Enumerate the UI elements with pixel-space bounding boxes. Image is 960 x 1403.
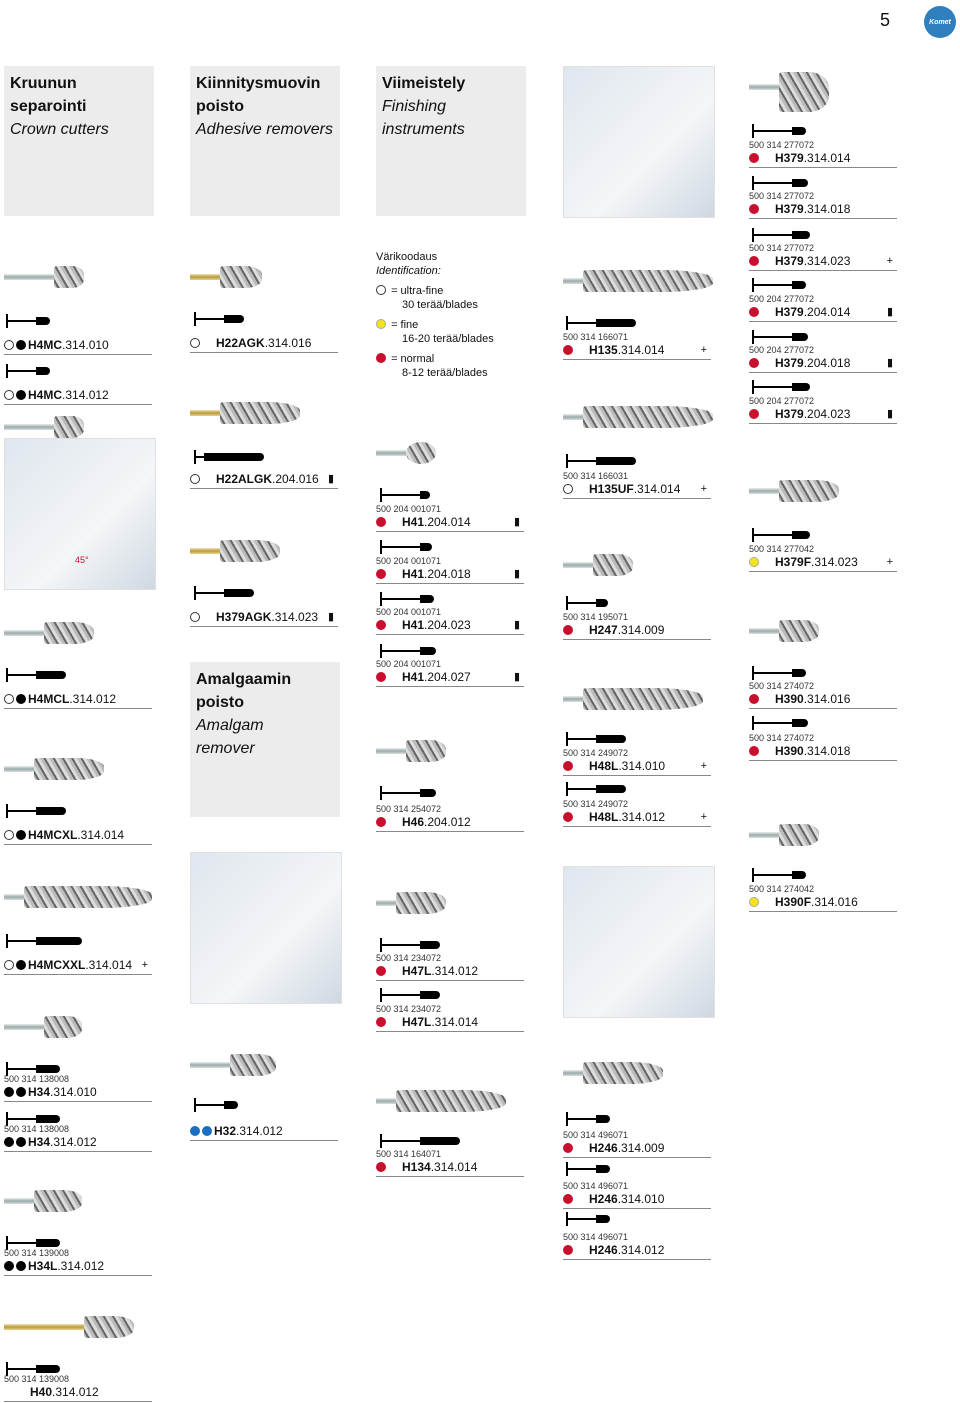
product-suffix: .204.023 <box>424 618 471 632</box>
key-title: Värikoodaus <box>376 251 438 263</box>
header-finishing <box>376 66 526 216</box>
product-suffix: .314.014 <box>617 343 665 357</box>
availability-mark: ▮ <box>886 306 893 318</box>
product-entry <box>190 336 338 353</box>
product-entry <box>749 544 897 572</box>
product-code: H41 <box>402 567 425 581</box>
availability-mark: + <box>141 959 148 971</box>
product-suffix: .314.016 <box>811 895 858 909</box>
product-entry <box>4 1248 152 1276</box>
product-entry <box>563 332 711 360</box>
product-suffix: .314.023 <box>803 254 851 268</box>
product-entry <box>4 1074 152 1102</box>
order-number: 500 314 139008 <box>4 1374 70 1384</box>
amalgam-fi-1: Amalgaamin <box>196 671 292 688</box>
product-suffix: .314.010 <box>62 338 109 352</box>
availability-mark: ▮ <box>513 516 520 528</box>
product-suffix: .204.016 <box>272 472 319 486</box>
order-number: 500 314 234072 <box>376 953 442 963</box>
order-number: 500 314 277072 <box>749 191 815 201</box>
product-code: H4MCL <box>28 692 70 706</box>
product-code: H390 <box>775 744 804 758</box>
product-code: H246 <box>589 1192 618 1206</box>
header-title-en: Adhesive removers <box>196 121 333 138</box>
product-entry <box>4 388 152 405</box>
product-code: H246 <box>589 1243 618 1257</box>
product-code: H34 <box>28 1085 51 1099</box>
product-suffix: .314.016 <box>803 692 851 706</box>
product-code: H41 <box>402 618 425 632</box>
availability-mark: + <box>886 255 893 267</box>
product-suffix: .314.012 <box>62 388 109 402</box>
product-entry <box>749 191 897 219</box>
page-number: 5 <box>880 10 891 30</box>
product-suffix: .314.014 <box>85 958 133 972</box>
product-code: H135UF <box>589 482 634 496</box>
order-number: 500 314 496071 <box>563 1130 629 1140</box>
key-ultrafine: = ultra-fine <box>391 285 444 297</box>
product-entry <box>563 1181 711 1209</box>
order-number: 500 314 166071 <box>563 332 629 342</box>
product-suffix: .314.012 <box>57 1259 105 1273</box>
order-number: 500 314 274042 <box>749 884 815 894</box>
product-entry <box>749 345 897 373</box>
product-code: H47L <box>402 1015 432 1029</box>
header-title-en: Crown cutters <box>10 121 109 138</box>
product-code: H34L <box>28 1259 58 1273</box>
order-number: 500 314 277072 <box>749 140 815 150</box>
order-number: 500 314 274072 <box>749 733 815 743</box>
order-number: 500 314 164071 <box>376 1149 442 1159</box>
product-code: H134 <box>402 1160 431 1174</box>
product-suffix: .314.009 <box>617 623 665 637</box>
product-code: H40 <box>30 1385 53 1399</box>
product-entry <box>749 681 897 709</box>
order-number: 500 314 254072 <box>376 804 442 814</box>
product-entry <box>563 1130 711 1158</box>
product-code: H41 <box>402 670 425 684</box>
product-suffix: .314.018 <box>803 202 851 216</box>
finishing-photo <box>563 66 715 218</box>
product-entry <box>749 884 897 912</box>
product-entry <box>4 1374 152 1402</box>
product-entry <box>749 243 897 271</box>
order-number: 500 204 277072 <box>749 345 815 355</box>
product-entry <box>376 1149 524 1177</box>
order-number: 500 204 001071 <box>376 504 442 514</box>
product-suffix: .314.014 <box>430 1160 478 1174</box>
header-title-fi: Kruunun separointi <box>10 75 87 115</box>
order-number: 500 314 234072 <box>376 1004 442 1014</box>
product-entry <box>190 472 338 489</box>
product-suffix: .314.023 <box>271 610 319 624</box>
amalgam-en-2: remover <box>196 740 255 757</box>
product-code: H4MCXL <box>28 828 78 842</box>
product-suffix: .204.018 <box>424 567 471 581</box>
product-entry <box>4 1124 152 1152</box>
product-entry <box>376 607 524 635</box>
product-code: H34 <box>28 1135 51 1149</box>
product-code: H48L <box>589 759 619 773</box>
product-suffix: .314.016 <box>264 336 312 350</box>
product-suffix: .314.014 <box>633 482 681 496</box>
order-number: 500 314 274072 <box>749 681 815 691</box>
komet-logo: Komet <box>924 6 956 38</box>
product-entry <box>749 294 897 322</box>
product-code: H379F <box>775 555 812 569</box>
header-title-en: Finishing instruments <box>382 98 465 138</box>
product-suffix: .314.012 <box>618 810 666 824</box>
product-entry <box>563 471 711 499</box>
product-code: H4MCXXL <box>28 958 86 972</box>
availability-mark: ▮ <box>513 568 520 580</box>
order-number: 500 314 249072 <box>563 799 629 809</box>
product-entry <box>190 610 338 627</box>
amalgam-en-1: Amalgam <box>196 717 264 734</box>
product-code: H32 <box>214 1124 237 1138</box>
product-entry <box>376 556 524 584</box>
product-code: H4MC <box>28 388 63 402</box>
product-suffix: .314.012 <box>69 692 117 706</box>
product-suffix: .204.014 <box>803 305 851 319</box>
product-code: H390F <box>775 895 812 909</box>
product-entry <box>563 1232 711 1260</box>
key-fine: = fine <box>391 319 419 331</box>
order-number: 500 314 166031 <box>563 471 629 481</box>
product-code: H379 <box>775 254 804 268</box>
product-entry <box>376 804 524 832</box>
product-code: H390 <box>775 692 804 706</box>
key-fine-blades: 16-20 terää/blades <box>402 333 494 345</box>
order-number: 500 314 496071 <box>563 1181 629 1191</box>
order-number: 500 204 277072 <box>749 294 815 304</box>
product-entry <box>4 958 152 975</box>
product-entry <box>563 612 711 640</box>
availability-mark: + <box>700 811 707 823</box>
product-code: H41 <box>402 515 425 529</box>
crown-cut-photo <box>4 438 156 590</box>
product-entry <box>4 338 152 355</box>
order-number: 500 314 496071 <box>563 1232 629 1242</box>
product-suffix: .204.027 <box>424 670 471 684</box>
product-code: H379 <box>775 356 804 370</box>
availability-mark: + <box>700 760 707 772</box>
product-entry <box>4 692 152 709</box>
product-suffix: .314.010 <box>50 1085 97 1099</box>
order-number: 500 314 277042 <box>749 544 815 554</box>
product-code: H379AGK <box>216 610 272 624</box>
header-amalgam-remover <box>190 662 340 817</box>
order-number: 500 314 139008 <box>4 1248 70 1258</box>
order-number: 500 314 138008 <box>4 1124 70 1134</box>
header-title-fi: Viimeistely <box>382 75 466 92</box>
availability-mark: ▮ <box>886 357 893 369</box>
availability-mark: ▮ <box>327 473 334 485</box>
product-suffix: .314.012 <box>52 1385 99 1399</box>
product-suffix: .204.023 <box>803 407 851 421</box>
availability-mark: + <box>886 556 893 568</box>
color-key <box>376 250 536 380</box>
product-suffix: .314.012 <box>617 1243 665 1257</box>
amalgam-photo <box>190 852 342 1004</box>
header-adhesive-removers <box>190 66 340 216</box>
product-entry <box>376 953 524 981</box>
order-number: 500 314 138008 <box>4 1074 70 1084</box>
product-entry <box>749 396 897 424</box>
availability-mark: + <box>700 344 707 356</box>
order-number: 500 204 001071 <box>376 556 442 566</box>
product-code: H379 <box>775 305 804 319</box>
order-number: 500 314 195071 <box>563 612 629 622</box>
product-suffix: .314.014 <box>431 1015 479 1029</box>
availability-mark: ▮ <box>327 611 334 623</box>
product-code: H247 <box>589 623 618 637</box>
product-entry <box>376 659 524 687</box>
product-suffix: .314.012 <box>236 1124 283 1138</box>
product-code: H379 <box>775 202 804 216</box>
product-code: H379 <box>775 151 804 165</box>
finishing-tooth-photo <box>563 866 715 1018</box>
key-normal-blades: 8-12 terää/blades <box>402 367 488 379</box>
product-suffix: .314.014 <box>77 828 125 842</box>
product-suffix: .314.012 <box>431 964 479 978</box>
key-subtitle: Identification: <box>376 265 441 277</box>
product-code: H22AGK <box>216 336 265 350</box>
product-code: H47L <box>402 964 432 978</box>
availability-mark: ▮ <box>513 619 520 631</box>
product-entry <box>376 504 524 532</box>
availability-mark: ▮ <box>886 408 893 420</box>
product-code: H22ALGK <box>216 472 273 486</box>
key-ultrafine-blades: 30 terää/blades <box>402 299 478 311</box>
order-number: 500 204 001071 <box>376 607 442 617</box>
key-normal: = normal <box>391 353 435 365</box>
order-number: 500 314 277072 <box>749 243 815 253</box>
product-code: H135 <box>589 343 618 357</box>
product-suffix: .314.018 <box>803 744 851 758</box>
product-code: H4MC <box>28 338 63 352</box>
product-suffix: .204.018 <box>803 356 851 370</box>
product-code: H246 <box>589 1141 618 1155</box>
availability-mark: ▮ <box>513 671 520 683</box>
availability-mark: + <box>700 483 707 495</box>
product-entry <box>563 799 711 827</box>
product-suffix: .314.009 <box>617 1141 665 1155</box>
product-entry <box>749 733 897 761</box>
product-entry <box>749 140 897 168</box>
order-number: 500 204 001071 <box>376 659 442 669</box>
product-suffix: .204.012 <box>424 815 471 829</box>
product-code: H379 <box>775 407 804 421</box>
product-suffix: .314.014 <box>803 151 851 165</box>
product-code: H48L <box>589 810 619 824</box>
amalgam-fi-2: poisto <box>196 694 244 711</box>
header-crown-cutters <box>4 66 154 216</box>
product-entry <box>376 1004 524 1032</box>
product-entry <box>4 828 152 845</box>
angle-label: 45° <box>75 555 89 565</box>
product-suffix: .314.012 <box>50 1135 97 1149</box>
product-entry <box>190 1124 338 1141</box>
order-number: 500 314 249072 <box>563 748 629 758</box>
product-code: H46 <box>402 815 425 829</box>
product-suffix: .314.010 <box>618 759 666 773</box>
header-title-fi: Kiinnitysmuovin poisto <box>196 75 321 115</box>
product-suffix: .204.014 <box>424 515 471 529</box>
product-suffix: .314.023 <box>811 555 858 569</box>
order-number: 500 204 277072 <box>749 396 815 406</box>
product-entry <box>563 748 711 776</box>
product-suffix: .314.010 <box>617 1192 665 1206</box>
